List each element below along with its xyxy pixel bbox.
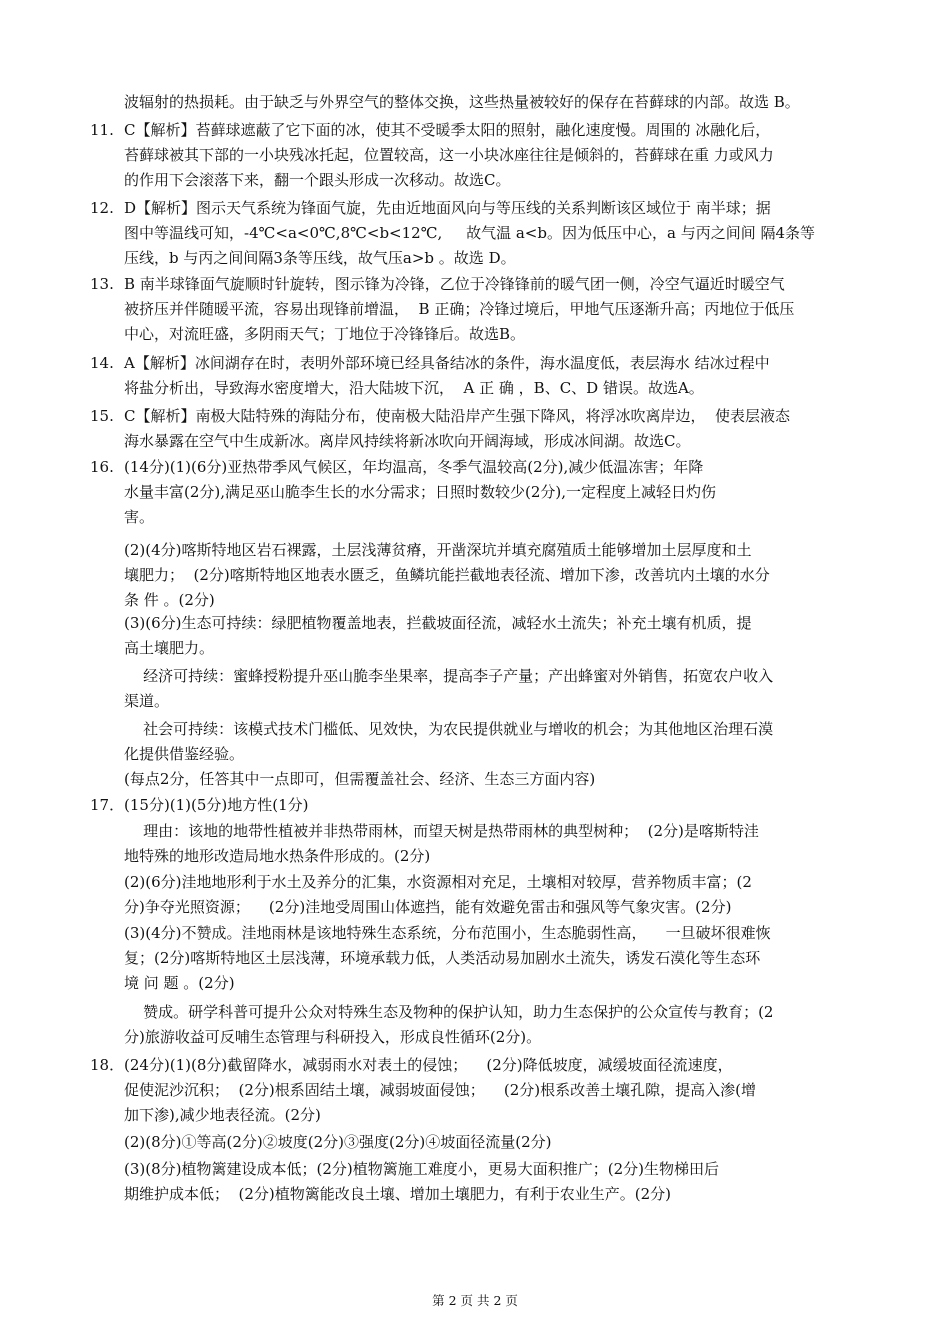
q17-part3-support: 赞成。研学科普可提升公众对特殊生态及物种的保护认知，助力生态保护的公众宣传与教育；(2 分)旅游收益可反哺生态管理与科研投入，形成良性循环(2分)。 xyxy=(124,1003,774,1046)
q18-part1: (24分)(1)(8分)截留降水，减弱雨水对表土的侵蚀； (2分)降低坡度，减缓坡面径流速度， 促使泥沙沉积； (2分)根系固结土壤，减弱坡面侵蚀； (2分)根系改善土壤孔隙，提高入渗(增 加下渗),减少地表径流。(2分) xyxy=(124,1056,756,1124)
q18-part2: (2)(8分)①等高(2分)②坡度(2分)③强度(2分)④坡面径流量(2分) xyxy=(124,1133,552,1151)
answer-11: C【解析】苔藓球遮蔽了它下面的冰，使其不受暖季太阳的照射，融化速度慢。周围的 冰融化后， 苔藓球被其下部的一小块残冰托起，位置较高，这一小块冰座往往是倾斜的，苔藓球在重 力或风力 的作用下会滚落下来，翻一个跟头形成一次移动。故选C。 xyxy=(124,121,774,189)
answer-12: D【解析】图示天气系统为锋面气旋，先由近地面风向与等压线的关系判断该区域位于 南半球；据 图中等温线可知，-4℃<a<0℃,8℃<b<12℃, 故气温 a<b。因为低压中心，a 与丙之间间 隔4条等 压线，b 与丙之间间隔3条等压线，故气压a>b 。故选 D。 xyxy=(124,199,816,267)
q16-part3-economy: 经济可持续：蜜蜂授粉提升巫山脆李坐果率，提高李子产量；产出蜂蜜对外销售，拓宽农户收入 渠道。 xyxy=(124,667,774,710)
q16-part3-society: 社会可持续：该模式技术门槛低、见效快，为农民提供就业与增收的机会；为其他地区治理石漠 化提供借鉴经验。 xyxy=(124,720,774,763)
item-number-14: 14. xyxy=(90,354,114,372)
q16-part2: (2)(4分)喀斯特地区岩石裸露，土层浅薄贫瘠，开凿深坑并填充腐殖质土能够增加土层厚度和土 壤肥力； (2分)喀斯特地区地表水匮乏，鱼鳞坑能拦截地表径流、增加下渗，改善坑内土壤的水分 条 件 。(2分) xyxy=(124,541,770,609)
q18-part3: (3)(8分)植物篱建设成本低；(2分)植物篱施工难度小，更易大面积推广；(2分)生物梯田后 期维护成本低； (2分)植物篱能改良土壤、增加土壤肥力，有利于农业生产。(2分) xyxy=(124,1160,719,1203)
continuation-paragraph: 波辐射的热损耗。由于缺乏与外界空气的整体交换，这些热量被较好的保存在苔藓球的内部。故选 B。 xyxy=(124,93,800,111)
answer-14: A【解析】冰间湖存在时，表明外部环境已经具备结冰的条件，海水温度低，表层海水 结冰过程中 将盐分析出，导致海水密度增大，沿大陆坡下沉， A 正 确 ，B、C、D 错误。故选A。 xyxy=(124,354,770,397)
item-number-13: 13. xyxy=(90,275,114,293)
q17-part3-oppose: (3)(4分)不赞成。洼地雨林是该地特殊生态系统，分布范围小，生态脆弱性高， 一旦破坏很难恢 复；(2分)喀斯特地区土层浅薄，环境承载力低，人类活动易加剧水土流失，诱发石漠化等生态环 境 问 题 。(2分) xyxy=(124,924,771,992)
q16-scoring-note: (每点2分，任答其中一点即可，但需覆盖社会、经济、生态三方面内容) xyxy=(124,770,596,788)
item-number-15: 15. xyxy=(90,407,114,425)
item-number-18: 18． xyxy=(90,1056,125,1074)
item-number-17: 17． xyxy=(90,796,125,814)
page-footer: 第 2 页 共 2 页 xyxy=(432,1293,518,1308)
q17-part1: (15分)(1)(5分)地方性(1分) xyxy=(124,796,309,814)
q17-part1-reason: 理由：该地的地带性植被并非热带雨林，而望天树是热带雨林的典型树种； (2分)是喀斯特洼 地特殊的地形改造局地水热条件形成的。(2分) xyxy=(124,822,759,865)
q17-part2: (2)(6分)洼地地形利于水土及养分的汇集，水资源相对充足，土壤相对较厚，营养物质丰富；(2 分)争夺光照资源； (2分)洼地受周围山体遮挡，能有效避免雷击和强风等气象灾害。(2分) xyxy=(124,873,752,916)
q16-part1: (14分)(1)(6分)亚热带季风气候区，年均温高，冬季气温较高(2分),减少低温冻害；年降 水量丰富(2分),满足巫山脆李生长的水分需求；日照时数较少(2分),一定程度上减轻日灼伤 害。 xyxy=(124,458,717,526)
item-number-11: 11. xyxy=(90,121,114,139)
q16-part3-ecology: (3)(6分)生态可持续：绿肥植物覆盖地表，拦截坡面径流，减轻水土流失；补充土壤有机质，提 高土壤肥力。 xyxy=(124,614,752,657)
answer-15: C【解析】南极大陆特殊的海陆分布，使南极大陆沿岸产生强下降风，将浮冰吹离岸边， 使表层液态 海水暴露在空气中生成新冰。离岸风持续将新冰吹向开阔海域，形成冰间湖。故选C。 xyxy=(124,407,791,450)
item-number-16: 16. xyxy=(90,458,114,476)
item-number-12: 12. xyxy=(90,199,114,217)
answer-13: B 南半球锋面气旋顺时针旋转，图示锋为冷锋，乙位于冷锋锋前的暖气团一侧，冷空气逼近时暖空气 被挤压并伴随暖平流，容易出现锋前增温， B 正确；冷锋过境后，甲地气压逐渐升高；丙地位于低压 中心，对流旺盛，多阴雨天气；丁地位于冷锋锋后。故选B。 xyxy=(124,275,795,343)
